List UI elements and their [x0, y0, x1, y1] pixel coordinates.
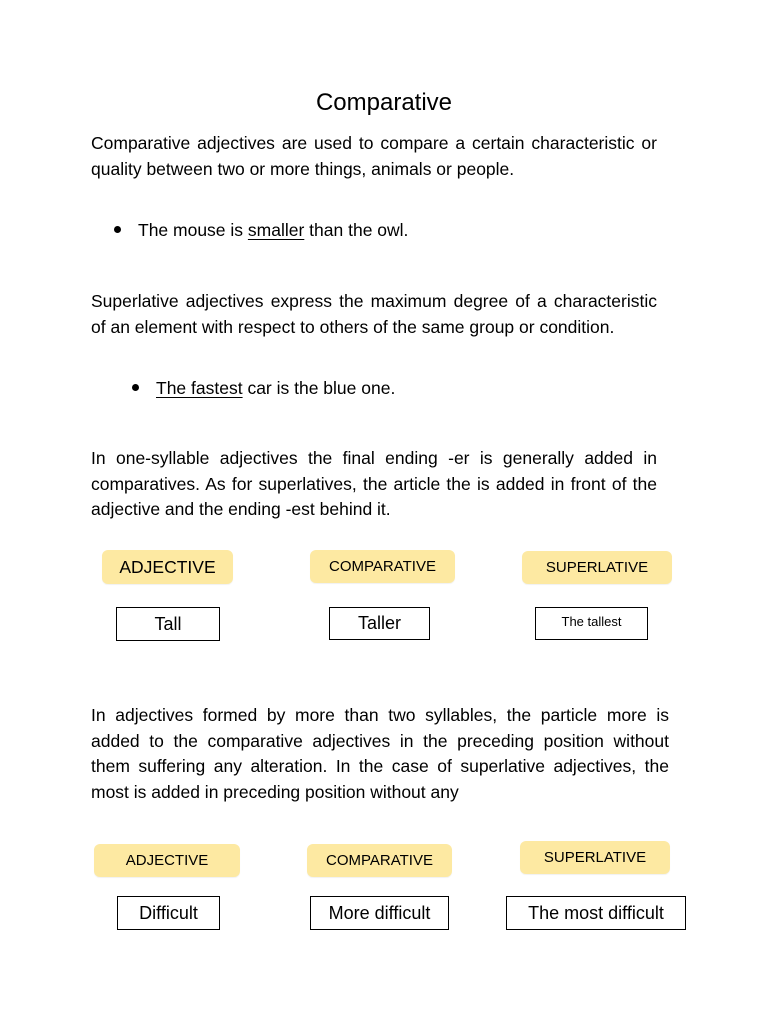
header-adjective: ADJECTIVE — [94, 844, 240, 877]
header-comparative: COMPARATIVE — [310, 550, 455, 583]
header-superlative: SUPERLATIVE — [520, 841, 670, 874]
paragraph-comparative-definition: Comparative adjectives are used to compare a certain characteristic or quality between two or more things, animals or people. — [91, 133, 657, 179]
paragraph-multi-syllable-rule: In adjectives formed by more than two syllables, the particle more is added to the comparative adjectives in the preceding position without them suffering any alteration. In the case of superlative adjectives, the most is added in preceding position without any — [91, 705, 669, 802]
value-adjective: Difficult — [117, 896, 220, 930]
paragraph-one-syllable-rule: In one-syllable adjectives the final ending -er is generally added in comparatives. As for superlatives, the article the is added in front of the adjective and the ending -est behind it. — [91, 448, 657, 520]
bullet-text-underlined: The fastest — [156, 378, 243, 398]
header-adjective: ADJECTIVE — [102, 550, 233, 584]
bullet-icon — [114, 226, 121, 233]
value-superlative: The tallest — [535, 607, 648, 640]
bullet-example-superlative — [156, 376, 395, 400]
bullet-text-post: car is the blue one. — [242, 378, 396, 398]
bullet-text-underlined: smaller — [247, 220, 305, 240]
header-superlative: SUPERLATIVE — [522, 551, 672, 584]
bullet-icon — [132, 384, 139, 391]
header-comparative: COMPARATIVE — [307, 844, 452, 877]
bullet-example-comparative — [138, 218, 408, 242]
bullet-text-post: than the owl. — [304, 220, 409, 240]
page-title: Comparative — [315, 89, 453, 116]
value-comparative: Taller — [329, 607, 430, 640]
paragraph-superlative-definition: Superlative adjectives express the maximum degree of a characteristic of an element with respect to others of the same group or condition. — [91, 291, 657, 337]
value-comparative: More difficult — [310, 896, 449, 930]
bullet-text-pre: The mouse is — [138, 220, 248, 240]
value-superlative: The most difficult — [506, 896, 686, 930]
value-adjective: Tall — [116, 607, 220, 641]
